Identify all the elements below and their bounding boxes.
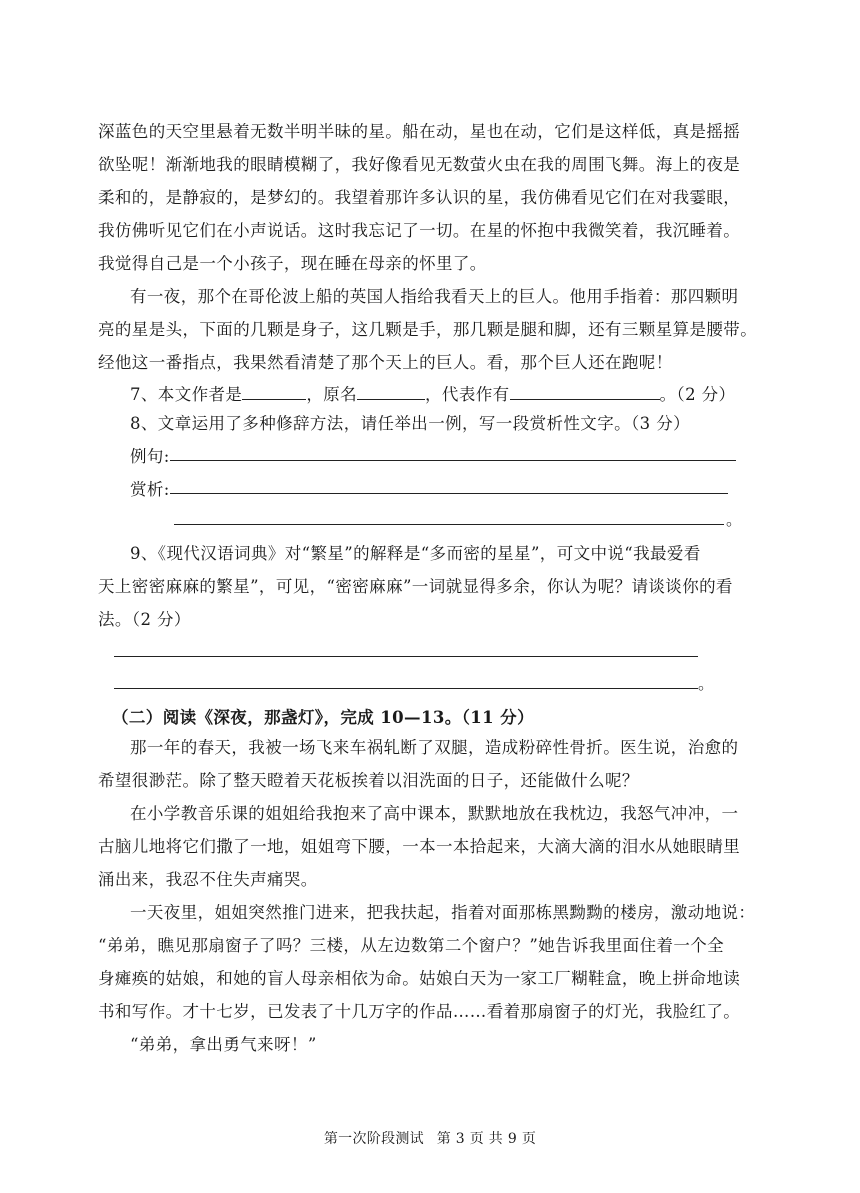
q9-end-mark: 。	[698, 674, 715, 693]
section-2-line: “弟弟，拿出勇气来呀！”	[130, 1035, 317, 1054]
page-footer	[0, 1128, 860, 1148]
q8-example-label: 例句:	[130, 447, 170, 466]
section-2-line: 书和写作。才十七岁，已发表了十几万字的作品……看着那扇窗子的灯光，我脸红了。	[98, 1002, 741, 1021]
q7-text-2: ，原名	[306, 385, 358, 404]
section-2-line: 在小学教音乐课的姐姐给我抱来了高中课本，默默地放在我枕边，我怒气冲冲，一	[130, 804, 739, 823]
question-7	[130, 383, 738, 405]
question-9-line: 9、《现代汉语词典》对“繁星”的解释是“多而密的星星”，可文中说“我最爱看	[130, 544, 701, 563]
question-8-prompt: 8、文章运用了多种修辞方法，请任举出一例，写一段赏析性文字。（3 分）	[130, 414, 690, 433]
passage-line: 欲坠呢！渐渐地我的眼睛模糊了，我好像看见无数萤火虫在我的周围飞舞。海上的夜是	[98, 155, 741, 174]
passage-line: 柔和的，是静寂的，是梦幻的。我望着那许多认识的星，我仿佛看见它们在对我霎眼，	[98, 188, 741, 207]
passage-line: 经他这一番指点，我果然看清楚了那个天上的巨人。看，那个巨人还在跑呢！	[98, 353, 673, 372]
q7-text-3: ，代表作有	[425, 385, 510, 404]
q8-analysis-label: 赏析:	[130, 480, 170, 499]
section-2-line: 那一年的春天，我被一场飞来车祸轧断了双腿，造成粉碎性骨折。医生说，治愈的	[130, 738, 739, 757]
section-2-line: “弟弟，瞧见那扇窗子了吗？三楼，从左边数第二个窗户？”她告诉我里面住着一个全	[98, 936, 725, 955]
question-9-line: 法。（2 分）	[98, 610, 191, 629]
q7-works-blank[interactable]	[510, 383, 660, 400]
section-2-line: 身瘫痪的姑娘，和她的盲人母亲相依为命。姑娘白天为一家工厂糊鞋盒，晚上拼命地读	[98, 969, 741, 988]
q8-analysis-answer-line-2[interactable]	[174, 524, 724, 525]
q7-realname-blank[interactable]	[357, 383, 425, 400]
q9-answer-line-1[interactable]	[114, 656, 698, 657]
q7-text-4: 。（2 分）	[659, 385, 736, 404]
question-9-line: 天上密密麻麻的繁星”，可见，“密密麻麻”一词就显得多余，你认为呢？请谈谈你的看	[98, 577, 733, 596]
q8-analysis-answer-line-1[interactable]	[170, 493, 728, 494]
q8-example-answer-line[interactable]	[170, 460, 736, 461]
footer-page-info: 第 3 页 共 9 页	[436, 1131, 537, 1147]
q7-author-blank[interactable]	[242, 383, 306, 400]
passage-line: 亮的星是头，下面的几颗是身子，这几颗是手，那几颗是腿和脚，还有三颗星算是腰带。	[98, 320, 758, 339]
passage-line: 我觉得自己是一个小孩子，现在睡在母亲的怀里了。	[98, 254, 487, 273]
q7-text-1: 7、本文作者是	[130, 385, 243, 404]
passage-line: 深蓝色的天空里悬着无数半明半昧的星。船在动，星也在动，它们是这样低，真是摇摇	[98, 122, 741, 141]
passage-line: 有一夜，那个在哥伦波上船的英国人指给我看天上的巨人。他用手指着：那四颗明	[130, 287, 739, 306]
section-2-line: 涌出来，我忍不住失声痛哭。	[98, 870, 318, 889]
q8-end-mark: 。	[726, 510, 743, 529]
passage-line: 我仿佛听见它们在小声说话。这时我忘记了一切。在星的怀抱中我微笑着，我沉睡着。	[98, 221, 741, 240]
section-2-line: 古脑儿地将它们撒了一地，姐姐弯下腰，一本一本拾起来，大滴大滴的泪水从她眼睛里	[98, 837, 741, 856]
section-2-heading: （二）阅读《深夜，那盏灯》，完成 10—13。（11 分）	[112, 708, 534, 727]
footer-exam-name: 第一次阶段测试	[323, 1131, 424, 1147]
section-2-line: 一天夜里，姐姐突然推门进来，把我扶起，指着对面那栋黑黝黝的楼房，激动地说：	[130, 903, 756, 922]
section-2-line: 希望很渺茫。除了整天瞪着天花板挨着以泪洗面的日子，还能做什么呢？	[98, 771, 639, 790]
q9-answer-line-2[interactable]	[114, 688, 698, 689]
